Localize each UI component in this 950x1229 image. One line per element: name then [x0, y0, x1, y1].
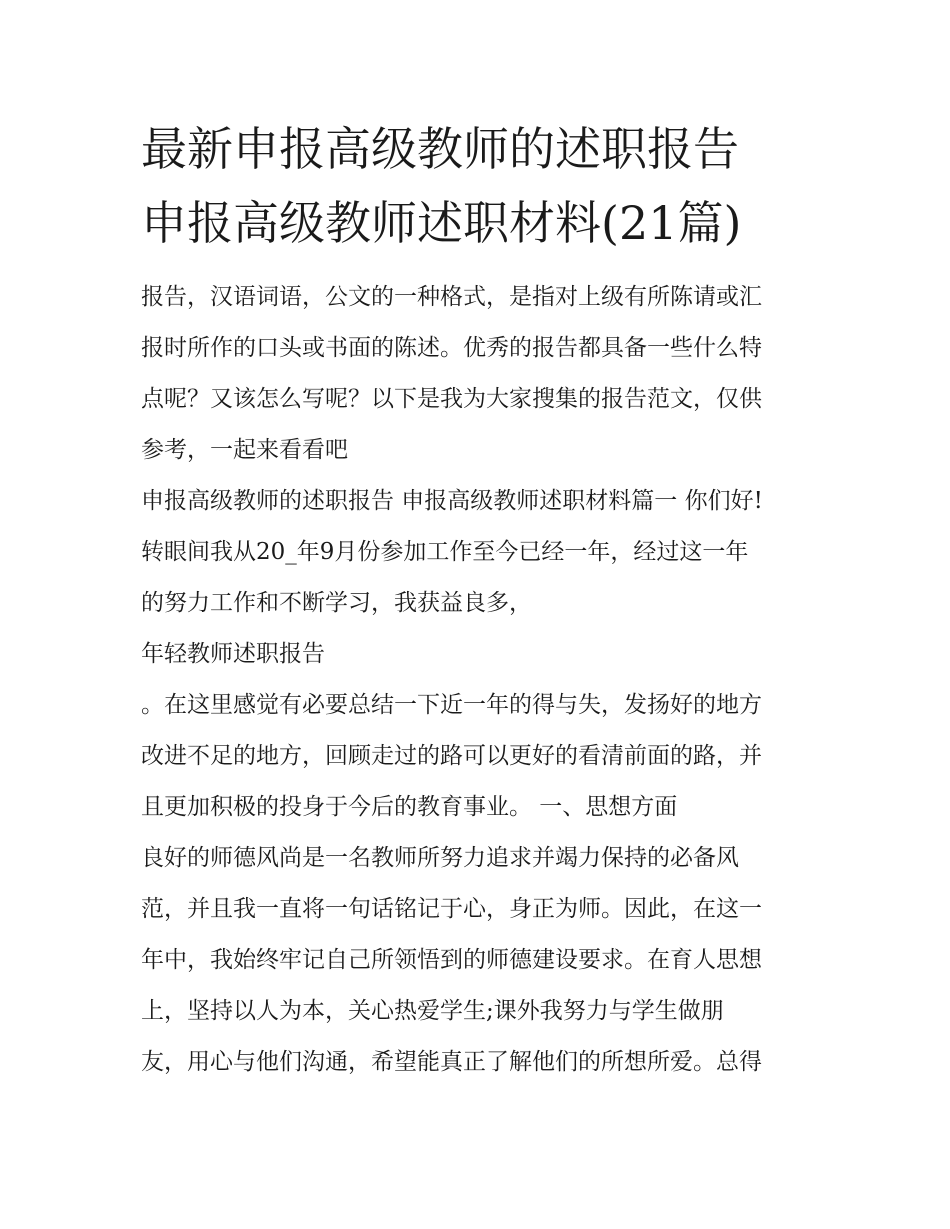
title-line: 申报高级教师述职材料(21篇) — [141, 196, 742, 250]
text-line: 改进不足的地方，回顾走过的路可以更好的看清前面的路，并 — [141, 743, 762, 769]
text-line: 参考，一起来看看吧 — [141, 437, 348, 463]
text-line: 报时所作的口头或书面的陈述。优秀的报告都具备一些什么特 — [141, 335, 762, 361]
paragraph-subheading — [141, 629, 813, 680]
paragraph-intro — [141, 272, 813, 476]
document-body — [141, 272, 813, 1088]
text-line: 友，用心与他们沟通，希望能真正了解他们的所想所爱。总得 — [141, 1049, 762, 1075]
text-line: 申报高级教师的述职报告 申报高级教师述职材料篇一 你们好! — [141, 488, 763, 514]
text-line: 范，并且我一直将一句话铭记于心，身正为师。因此，在这一 — [141, 896, 762, 922]
document-page — [141, 112, 813, 1088]
text-line: 年中，我始终牢记自己所领悟到的师德建设要求。在育人思想 — [141, 947, 762, 973]
paragraph-ethics — [141, 833, 813, 1088]
paragraph-greeting — [141, 476, 813, 629]
document-title — [141, 112, 813, 260]
text-line: 的努力工作和不断学习，我获益良多， — [141, 590, 532, 616]
text-line: 转眼间我从20_年9月份参加工作至今已经一年，经过这一年 — [141, 539, 749, 565]
text-line: 且更加积极的投身于今后的教育事业。 一、思想方面 — [141, 794, 678, 820]
text-line: 点呢？又该怎么写呢？以下是我为大家搜集的报告范文，仅供 — [141, 386, 762, 412]
text-line: 年轻教师述职报告 — [141, 641, 325, 667]
title-line: 最新申报高级教师的述职报告 — [141, 122, 739, 176]
text-line: 。在这里感觉有必要总结一下近一年的得与失，发扬好的地方 — [141, 692, 762, 718]
text-line: 上，坚持以人为本，关心热爱学生;课外我努力与学生做朋 — [141, 998, 724, 1024]
text-line: 良好的师德风尚是一名教师所努力追求并竭力保持的必备风 — [141, 845, 739, 871]
paragraph-summary — [141, 680, 813, 833]
text-line: 报告，汉语词语，公文的一种格式，是指对上级有所陈请或汇 — [141, 284, 762, 310]
